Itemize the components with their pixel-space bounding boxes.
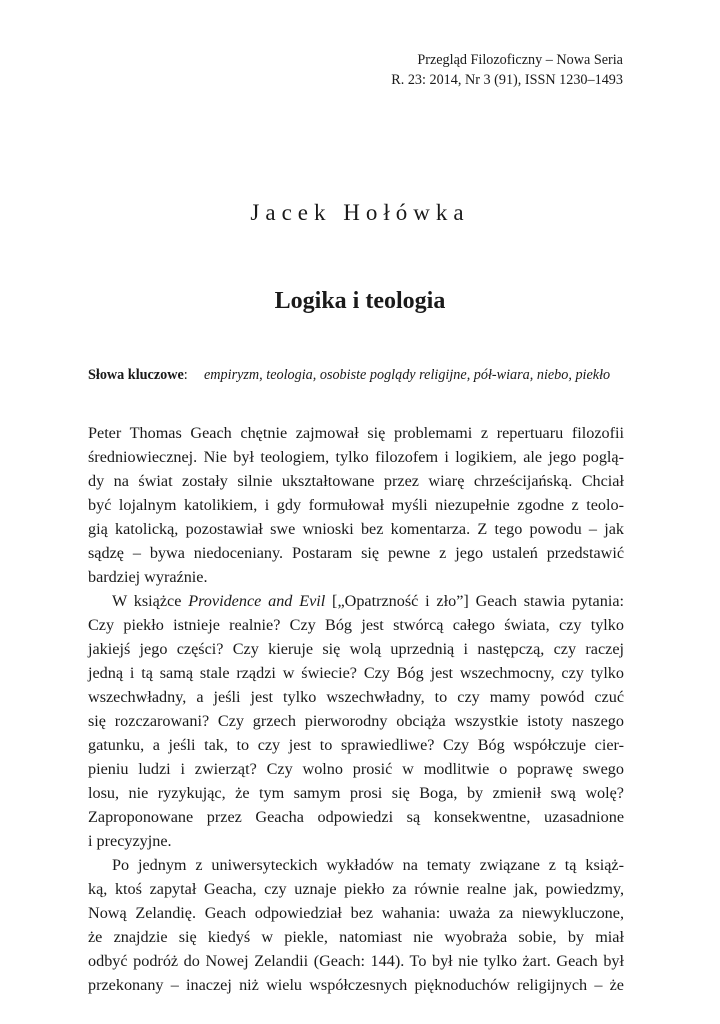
keywords-text: empiryzm, teologia, osobiste poglądy religijne, pół-wiara, niebo, piekło: [204, 367, 611, 383]
text-line: jedną i tą samą stale rządzi w świecie? Czy Bóg jest wszechmocny, czy tylko: [88, 664, 624, 682]
text-line: losu, nie ryzykując, że tym samym prosi się Boga, by zmienił swą wolę?: [88, 784, 624, 802]
text-line: i precyzyjne.: [88, 832, 172, 850]
text-line: sądzę – bywa niedoceniany. Postaram się pewne z jego ustaleń przedstawić: [88, 544, 624, 562]
text-line: W książce Providence and Evil [„Opatrzność i zło”] Geach stawia pytania:: [112, 592, 625, 610]
text-line: Po jednym z uniwersyteckich wykładów na tematy związane z tą książ-: [112, 856, 624, 874]
journal-name: Przegląd Filozoficzny – Nowa Seria: [417, 52, 623, 68]
text-line: Zaproponowane przez Geacha odpowiedzi są konsekwentne, uzasadnione: [88, 808, 624, 826]
article-title: Logika i teologia: [274, 288, 446, 314]
text-line: jakiejś jego części? Czy kieruje się wolą uprzednią i następczą, czy raczej: [88, 640, 624, 658]
paragraph-3: [88, 853, 624, 997]
text-line: Peter Thomas Geach chętnie zajmował się problemami z repertuaru filozofii: [88, 424, 624, 442]
text-line: być lojalnym katolikiem, i gdy formułował myśli niezupełnie zgodne z teolo-: [88, 496, 624, 514]
text-line: Czy piekło istnieje realnie? Czy Bóg jest stwórcą całego świata, czy tylko: [88, 616, 624, 634]
text-line: pieniu ludzi i zwierząt? Czy wolno prosić w modlitwie o poprawę swego: [88, 760, 624, 778]
journal-issue: R. 23: 2014, Nr 3 (91), ISSN 1230–1493: [391, 72, 623, 88]
book-title: Providence and Evil: [188, 592, 326, 610]
text-line: Nową Zelandię. Geach odpowiedział bez wahania: uważa za niewykluczone,: [88, 904, 624, 922]
paragraph-2: [88, 589, 624, 853]
journal-header: [391, 50, 623, 90]
keywords-label: Słowa kluczowe:: [88, 367, 188, 383]
text-line: odbyć podróż do Nowej Zelandii (Geach: 144). To był nie tylko żart. Geach był: [88, 952, 624, 970]
text-line: wszechwładny, a jeśli jest tylko wszechwładny, to czy mamy powód czuć: [88, 688, 624, 706]
text-line: dy na świat zostały silnie ukształtowane przez wiarę chrześcijańską. Chciał: [88, 472, 624, 490]
text-line: gatunku, a jeśli tak, to czy jest to sprawiedliwe? Czy Bóg współczuje cier-: [88, 736, 624, 754]
keywords-block: [88, 365, 624, 385]
text-line: średniowiecznej. Nie był teologiem, tylko filozofem i logikiem, ale jego poglą-: [88, 448, 624, 466]
text-line: przekonany – inaczej niż wielu współczesnych pięknoduchów religijnych – że: [88, 976, 624, 994]
author-name: Jacek Hołówka: [250, 200, 470, 225]
text-line: ką, ktoś zapytał Geacha, czy uznaje piekło za równie realne jak, powiedzmy,: [88, 880, 624, 898]
paragraph-1: [88, 421, 624, 589]
text-line: się rozczarowani? Czy grzech pierworodny obciąża wszystkie istoty naszego: [88, 712, 624, 730]
text-line: bardziej wyraźnie.: [88, 568, 208, 586]
article-body: [88, 421, 624, 997]
text-line: że znajdzie się kiedyś w piekle, natomiast nie wyobraża sobie, by miał: [88, 928, 624, 946]
text-line: gią katolicką, pozostawiał swe wnioski bez komentarza. Z tego powodu – jak: [88, 520, 624, 538]
